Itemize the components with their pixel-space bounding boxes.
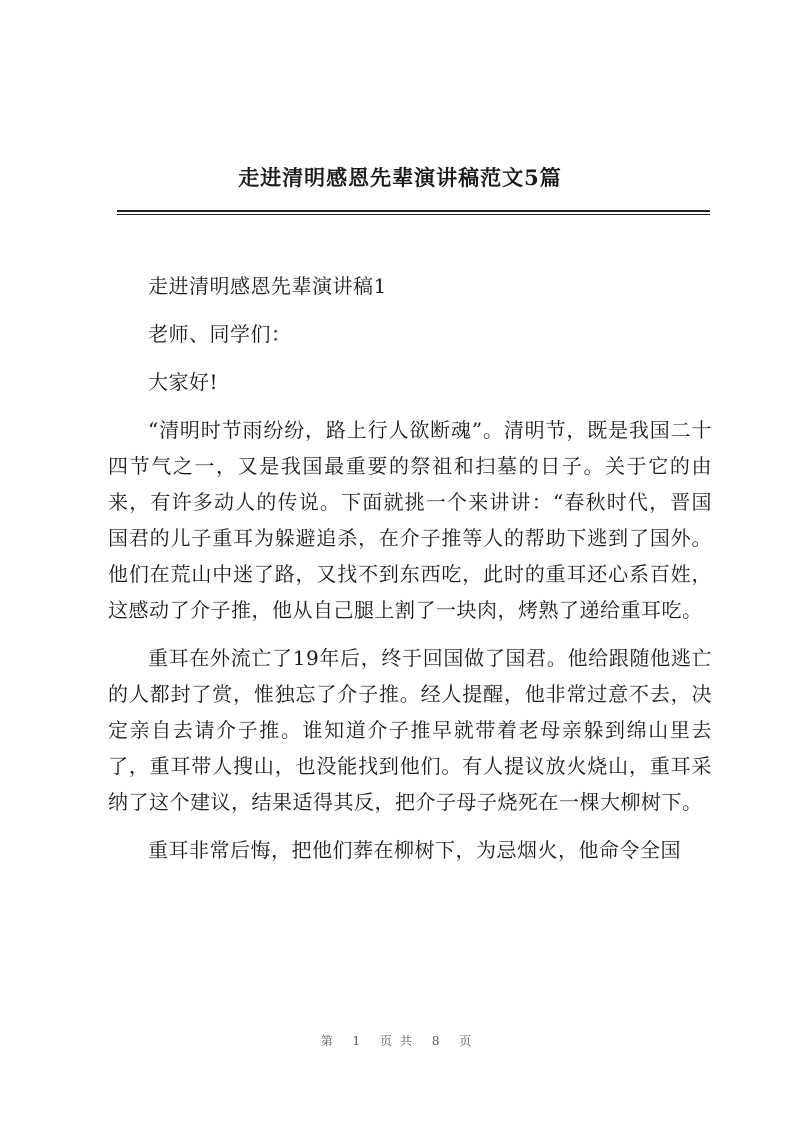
- paragraph: 重耳在外流亡了19年后，终于回国做了国君。他给跟随他逃亡的人都封了赏，惟独忘了介子推。经人提醒，他非常过意不去，决定亲自去请介子推。谁知道介子推早就带着老母亲躲到绵山里去了，重耳带人搜山，也没能找到他们。有人提议放火烧山，重耳采纳了这个建议，结果适得其反，把介子母子烧死在一棵大柳树下。: [108, 646, 712, 814]
- document-body: [108, 268, 712, 880]
- paragraph-greeting: 大家好!: [148, 370, 219, 394]
- paragraph-salutation: 老师、同学们：: [148, 322, 292, 346]
- title-divider: [117, 210, 710, 212]
- paragraph: “清明时节雨纷纷，路上行人欲断魂”。清明节，既是我国二十四节气之一，又是我国最重要的祭祖和扫墓的日子。关于它的由来，有许多动人的传说。下面就挑一个来讲讲：“春秋时代，晋国国君的儿子重耳为躲避追杀，在介子推等人的帮助下逃到了国外。他们在荒山中迷了路，又找不到东西吃，此时的重耳还心系百姓，这感动了介子推，他从自己腿上割了一块肉，烤熟了递给重耳吃。: [108, 418, 712, 622]
- page-title: 走进清明感恩先辈演讲稿范文5篇: [238, 165, 562, 190]
- paragraph-heading: 走进清明感恩先辈演讲稿1: [148, 274, 387, 298]
- title-divider-thin: [117, 214, 710, 215]
- paragraph: 重耳非常后悔，把他们葬在柳树下，为忌烟火，他命令全国: [148, 838, 681, 862]
- page-number-footer: 第 1 页共 8 页: [320, 1034, 480, 1048]
